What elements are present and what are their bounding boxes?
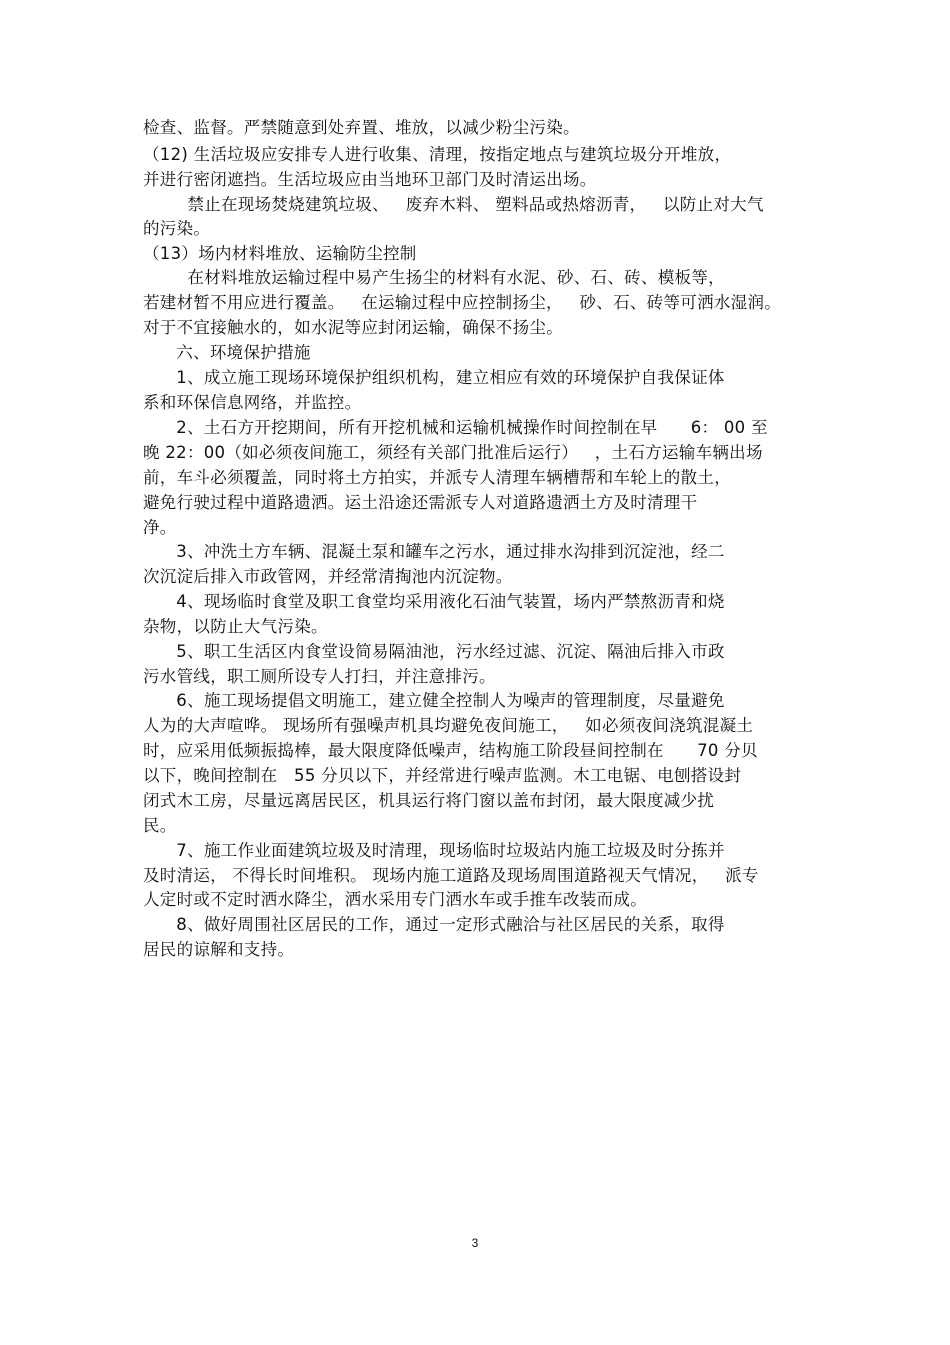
text-line: 闭式木工房，尽量远离居民区，机具运行将门窗以盖布封闭，最大限度减少扰 bbox=[143, 791, 715, 810]
text-line: 禁止在现场焚烧建筑垃圾、 废弃木料、 塑料品或热熔沥青， 以防止对大气 bbox=[143, 195, 764, 214]
text-line: 时，应采用低频振捣棒，最大限度降低噪声，结构施工阶段昼间控制在 70 分贝 bbox=[143, 741, 758, 760]
text-line: 以下，晚间控制在 55 分贝以下，并经常进行噪声监测。木工电锯、电刨搭设封 bbox=[143, 766, 742, 785]
text-line: 并进行密闭遮挡。生活垃圾应由当地环卫部门及时清运出场。 bbox=[143, 170, 597, 189]
text-line: 2、土石方开挖期间，所有开挖机械和运输机械操作时间控制在早 6： 00 至 bbox=[143, 418, 768, 437]
text-line: 晚 22：00（如必须夜间施工，须经有关部门批准后运行） ，土石方运输车辆出场 bbox=[143, 443, 763, 462]
text-line: 次沉淀后排入市政管网，并经常清掏池内沉淀物。 bbox=[143, 567, 513, 586]
text-line: 5、职工生活区内食堂设简易隔油池，污水经过滤、沉淀、隔油后排入市政 bbox=[143, 642, 725, 661]
text-line: 8、做好周围社区居民的工作，通过一定形式融洽与社区居民的关系，取得 bbox=[143, 915, 725, 934]
text-line: 7、施工作业面建筑垃圾及时清理，现场临时垃圾站内施工垃圾及时分拣并 bbox=[143, 841, 725, 860]
text-line: 净。 bbox=[143, 518, 177, 537]
text-line: 对于不宜接触水的，如水泥等应封闭运输，确保不扬尘。 bbox=[143, 318, 563, 337]
text-line: （12) 生活垃圾应安排专人进行收集、清理，按指定地点与建筑垃圾分开堆放， bbox=[143, 145, 732, 164]
text-line: 若建材暂不用应进行覆盖。 在运输过程中应控制扬尘， 砂、石、砖等可洒水湿润。 bbox=[143, 293, 782, 312]
text-line: 检查、监督。严禁随意到处弃置、堆放，以减少粉尘污染。 bbox=[143, 118, 580, 137]
section-heading: （13）场内材料堆放、运输防尘控制 bbox=[143, 244, 417, 263]
page-number: 3 bbox=[471, 1236, 479, 1250]
text-line: 人定时或不定时洒水降尘，洒水采用专门洒水车或手推车改装而成。 bbox=[143, 890, 647, 909]
text-line: 前，车斗必须覆盖，同时将土方拍实，并派专人清理车辆槽帮和车轮上的散土， bbox=[143, 468, 731, 487]
text-line: 系和环保信息网络，并监控。 bbox=[143, 393, 362, 412]
text-line: 及时清运， 不得长时间堆积。 现场内施工道路及现场周围道路视天气情况， 派专 bbox=[143, 866, 759, 885]
text-line: 避免行驶过程中道路遗洒。运土沿途还需派专人对道路遗洒土方及时清理干 bbox=[143, 493, 698, 512]
text-line: 1、成立施工现场环境保护组织机构，建立相应有效的环境保护自我保证体 bbox=[143, 368, 725, 387]
text-line: 杂物，以防止大气污染。 bbox=[143, 617, 328, 636]
text-line: 3、冲洗土方车辆、混凝土泵和罐车之污水，通过排水沟排到沉淀池，经二 bbox=[143, 542, 725, 561]
text-line: 污水管线，职工厕所设专人打扫，并注意排污。 bbox=[143, 667, 496, 686]
section-heading: 六、环境保护措施 bbox=[143, 343, 311, 362]
text-line: 民。 bbox=[143, 816, 177, 835]
text-line: 人为的大声喧哗。 现场所有强噪声机具均避免夜间施工， 如必须夜间浇筑混凝土 bbox=[143, 716, 754, 735]
text-line: 在材料堆放运输过程中易产生扬尘的材料有水泥、砂、石、砖、模板等， bbox=[143, 268, 725, 287]
text-line: 4、现场临时食堂及职工食堂均采用液化石油气装置，场内严禁熬沥青和烧 bbox=[143, 592, 725, 611]
text-line: 6、施工现场提倡文明施工，建立健全控制人为噪声的管理制度，尽量避免 bbox=[143, 691, 725, 710]
text-line: 的污染。 bbox=[143, 219, 211, 238]
text-line: 居民的谅解和支持。 bbox=[143, 940, 295, 959]
